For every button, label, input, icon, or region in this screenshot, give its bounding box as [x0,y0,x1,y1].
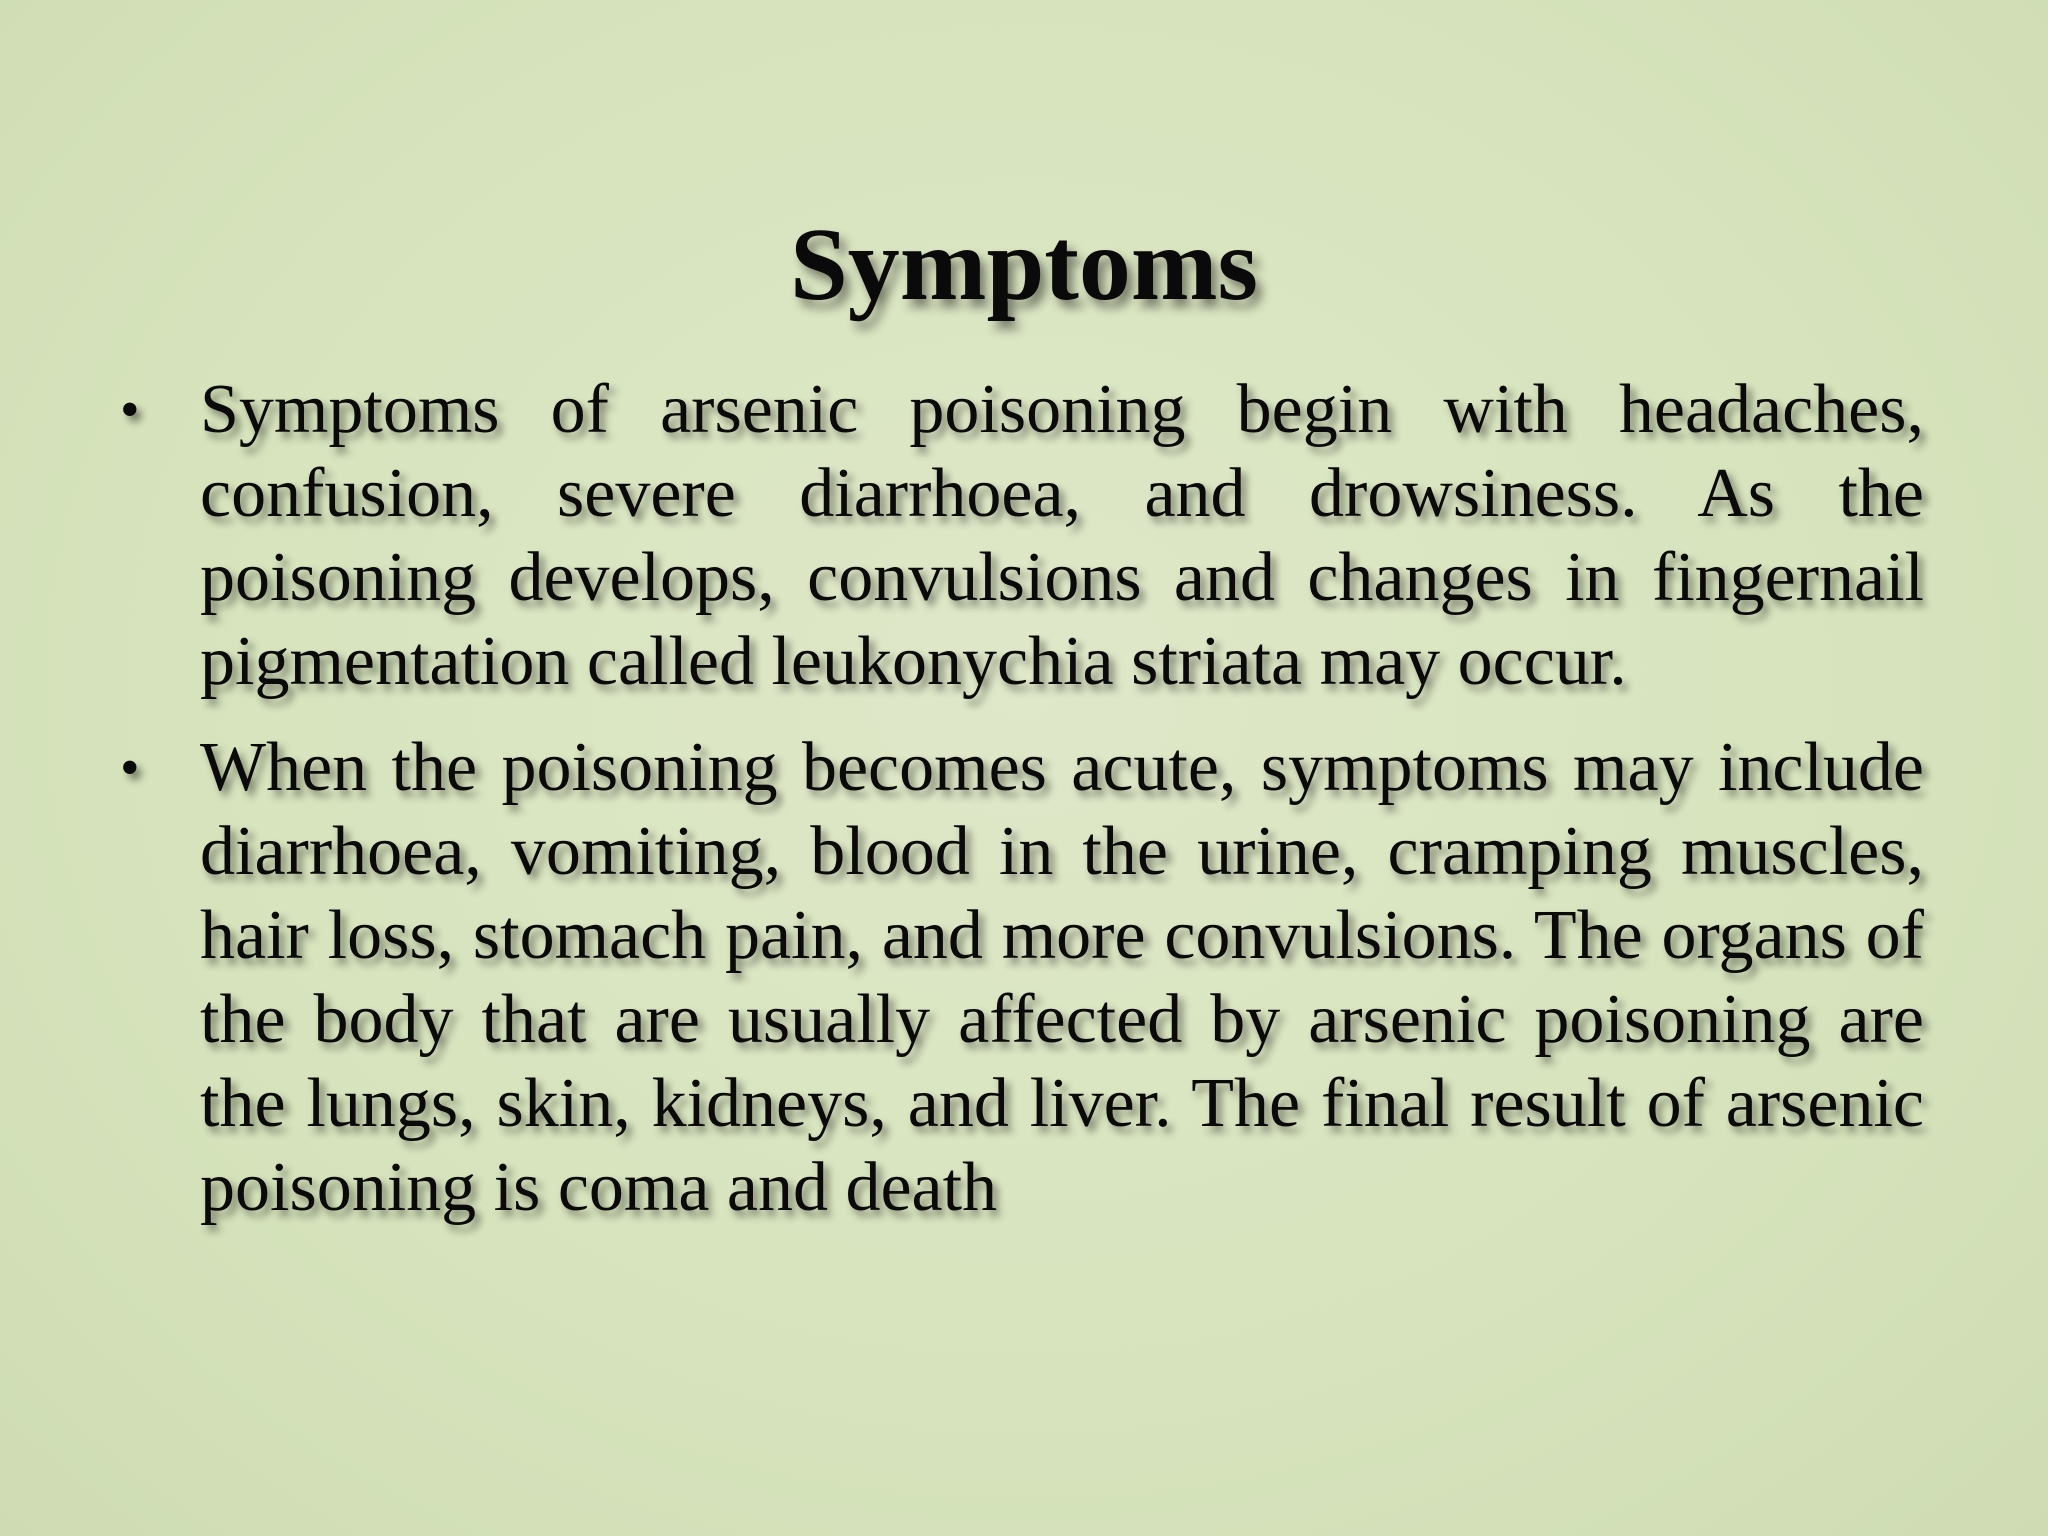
bullet-text: When the poisoning becomes acute, symptoms may include diarrhoea, vomiting, blood in the urine, cramping muscles, hair loss, stomach pain, and more convulsions. The organs of the body that are usually affected by arsenic poisoning are the lungs, skin, kidneys, and liver. The final result of arsenic poisoning is coma and death [200,729,1924,1226]
bullet-list [120,368,1924,1252]
bullet-dot-icon: • [120,737,140,799]
bullet-dot-icon: • [120,379,140,441]
bullet-item [120,726,1924,1230]
bullet-item [120,368,1924,704]
bullet-text: Symptoms of arsenic poisoning begin with headaches, confusion, severe diarrhoea, and drowsiness. As the poisoning develops, convulsions and changes in fingernail pigmentation called leukonychia striata may occur. [200,371,1924,700]
slide-title: Symptoms [789,206,1259,322]
